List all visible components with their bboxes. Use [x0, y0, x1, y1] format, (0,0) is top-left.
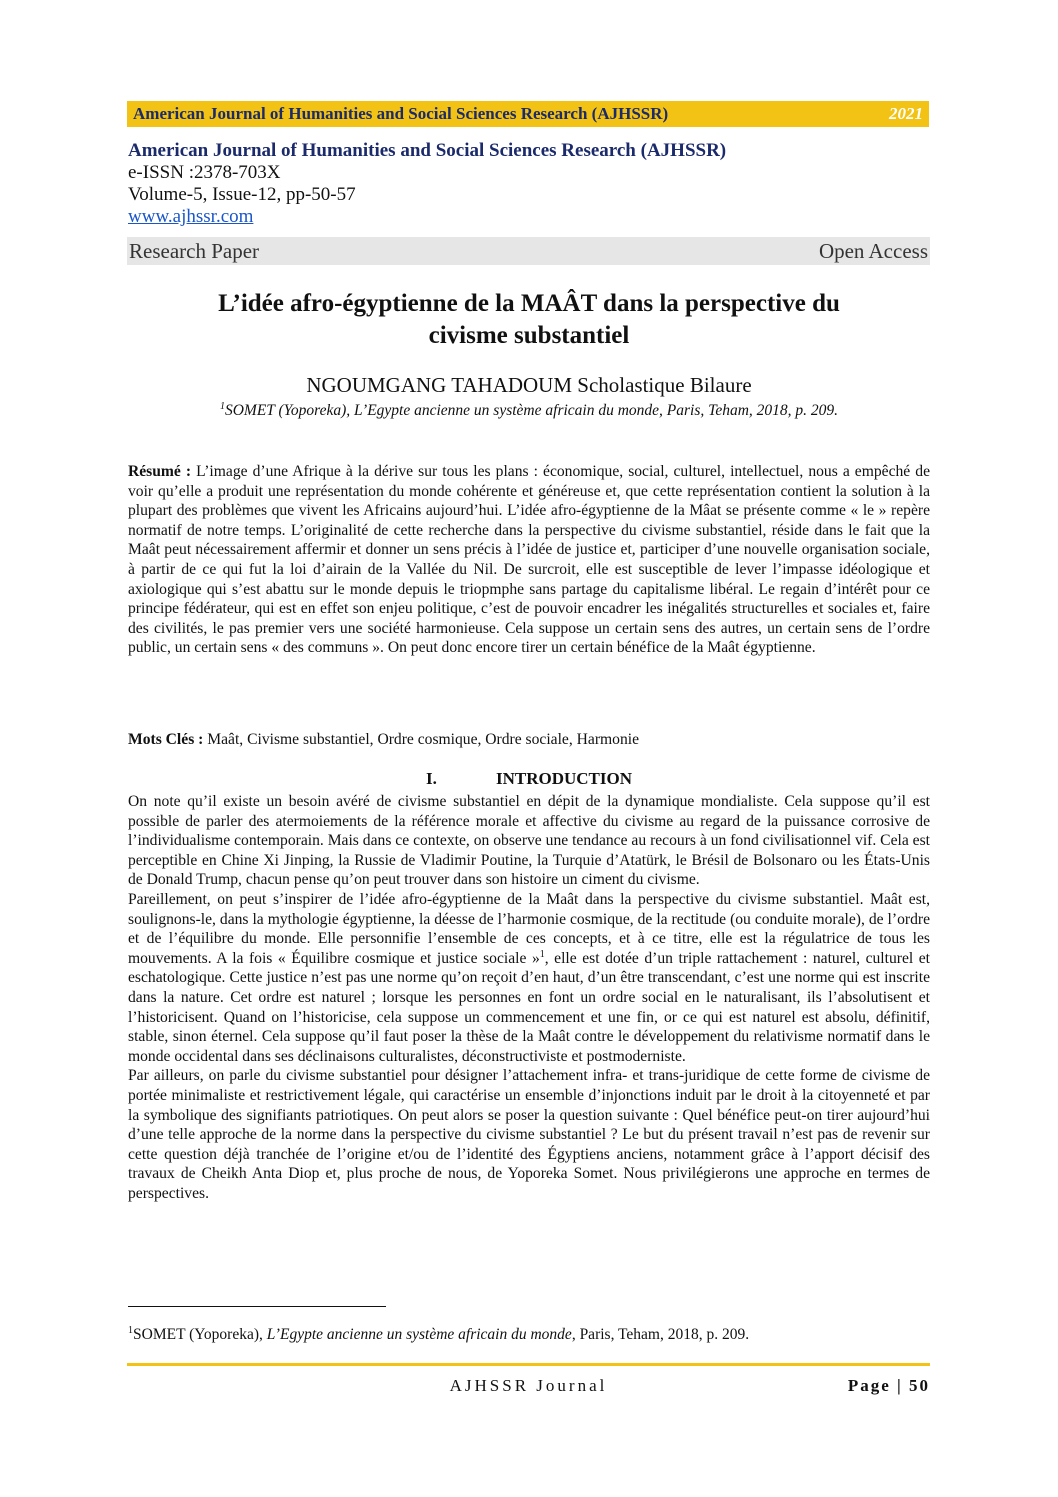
affiliation-text: SOMET (Yoporeka), L’Egypte ancienne un système africain du monde, Paris, Teham, 2018, p. 209.: [224, 402, 839, 419]
introduction-body: [128, 792, 930, 1203]
footer-journal: AJHSSR Journal: [449, 1376, 608, 1395]
journal-url-link[interactable]: www.ajhssr.com: [128, 206, 254, 227]
paper-title: [128, 288, 930, 352]
keywords-text: Maât, Civisme substantiel, Ordre cosmique, Ordre sociale, Harmonie: [203, 731, 640, 748]
footer-page-number: 50: [909, 1376, 930, 1395]
abstract-text: L’image d’une Afrique à la dérive sur tous les plans : économique, social, culturel, intellectuel, nous a empêché de voir qu’elle a produit une représentation du monde cohérente et généreuse et, que cette représentation contient la solution à la plupart des problèmes que vivent les Africains aujourd’hui. L’idée afro-égyptienne de la Mâat se présente comme « le » repère normatif de notre temps. L’originalité de cette recherche dans la perspective du civisme substantiel, réside dans le fait que la Maât peut nécessairement affermir et donner un sens précis à l’idée de justice et, participer d’une nouvelle organisation sociale, à partir de ce qui fut la loi d’airain de la Vallée du Nil. De surcroit, elle est susceptible de lever l’impasse idéologique et axiologique qui s’est abattu sur le monde depuis le triopmphe sans partage du capitalisme libéral. Le regain d’intérêt pour ce principe fédérateur, qui est en effet son enjeu politique, c’est de pouvoir encadrer les inégalités structurelles et sociales et, faire des civilités, le pas premier vers une société harmonieuse. Cela suppose un certain sens des autres, un certain sens de l’ordre public, un certain sens « des communs ». On peut donc encore tirer un certain bénéfice de la Maât égyptienne.: [128, 463, 930, 657]
intro-paragraph-part: , elle est dotée d’un triple rattachement : naturel, culturel et eschatologique. Cette justice n’est pas une norme qu’on reçoit d’en haut, d’un être transcendant, c’est une norme qui est inscrite dans la nature. Cet ordre est naturel ; lorsque les personnes en font un ordre social en le naturalisant, ils l’absolutisent et l’historicisent. Quand on l’historicise, cela suppose un commencement et une fin, or ce qui est naturel est absolu, définitif, stable, sinon éternel. Cela suppose qu’il faut poser la thèse de la Maât contre le développement du relativisme normatif dans le monde occidental dans ses déclinaisons culturalistes, déconstructiviste et postmoderniste.: [128, 949, 930, 1065]
author-affiliation: [128, 402, 930, 420]
page-footer: [127, 1363, 930, 1395]
footnote-author: SOMET (Yoporeka),: [133, 1326, 267, 1343]
section-number: I.: [425, 769, 437, 788]
article-type-bar: [127, 237, 930, 265]
journal-header-bar: [127, 101, 929, 127]
article-type-label: Research Paper: [129, 238, 260, 263]
open-access-label: Open Access: [818, 238, 928, 263]
abstract-label: Résumé :: [128, 463, 192, 480]
author-name: NGOUMGANG TAHADOUM Scholastique Bilaure: [306, 373, 752, 397]
journal-name: American Journal of Humanities and Social Sciences Research (AJHSSR): [128, 140, 727, 161]
journal-issn: e-ISSN :2378-703X: [128, 162, 281, 183]
section-heading: [128, 769, 930, 789]
intro-paragraph: [128, 890, 930, 1066]
footnote-sup: 1: [128, 1324, 133, 1336]
header-year: 2021: [889, 104, 929, 124]
abstract: [128, 462, 930, 658]
affiliation-sup: 1: [219, 400, 225, 412]
footnote-ref[interactable]: 1: [539, 948, 545, 960]
footnote-title: L’Egypte ancienne un système africain du monde: [266, 1326, 572, 1343]
title-line-1: L’idée afro-égyptienne de la MAÂT dans la perspective du: [218, 290, 840, 317]
title-line-2: civisme substantiel: [428, 322, 630, 349]
journal-volume: Volume-5, Issue-12, pp-50-57: [128, 184, 356, 205]
intro-paragraph: Par ailleurs, on parle du civisme substantiel pour désigner l’attachement infra- et trans-juridique de cette forme de civisme de portée minimaliste et restrictivement légale, qui caractérise un ensemble d’injonctions induit par le droit à la citoyenneté et par la symbolique des signifiants patriotiques. On peut alors se poser la question suivante : Quel bénéfice peut-on tirer aujourd’hui d’une telle approche de la norme dans la perspective du civisme substantiel ? Le but du présent travail n’est pas de revenir sur cette question déjà tranchée de l’origine et/ou de l’identité des Égyptiens anciens, notamment grâce à l’apport décisif des travaux de Cheikh Anta Diop et, plus proche de nous, de Yoporeka Somet. Nous privilégierons une approche en termes de perspectives.: [128, 1067, 930, 1202]
keywords-label: Mots Clés :: [128, 731, 204, 748]
intro-paragraph-part: Pareillement, on peut s’inspirer de l’idée afro-égyptienne de la Maât dans la perspective du civisme substantiel. Maât est, soulignons-le, dans la mythologie égyptienne, la déesse de l’harmonie cosmique, de la rectitude (ou conduite morale), de l’ordre et de l’équilibre du monde. Elle personnifie l’ensemble de ces concepts, et à ce titre, elle est la régulatrice de tous les mouvements. A la fois « Équilibre cosmique et justice sociale »: [128, 890, 930, 967]
intro-paragraph: On note qu’il existe un besoin avéré de civisme substantiel en dépit de la dynamique mondialiste. Cela suppose qu’il est possible de parler des atermoiements de la référence morale et affective du civisme au regard de la puissance corrosive de l’individualisme contemporain. Mais dans ce contexte, on observe une tendance au recours à un fond civilisationnel vif. Cela est perceptible en Chine Xi Jinping, la Russie de Vladimir Poutine, la Turquie d’Atatürk, le Brésil de Bolsonaro ou les États-Unis de Donald Trump, chacun pense qu’on peut trouver dans son histoire un ciment du civisme.: [128, 793, 930, 889]
footnote-rest: , Paris, Teham, 2018, p. 209.: [571, 1326, 750, 1343]
footer-page-label: Page |: [847, 1376, 903, 1395]
header-journal-title: American Journal of Humanities and Social Sciences Research (AJHSSR): [133, 104, 669, 123]
journal-info: [128, 140, 928, 228]
footnote: [128, 1326, 930, 1344]
keywords: [128, 730, 930, 750]
section-title: INTRODUCTION: [495, 769, 633, 788]
footnote-divider: [128, 1306, 386, 1307]
footer-page: [848, 1376, 930, 1396]
